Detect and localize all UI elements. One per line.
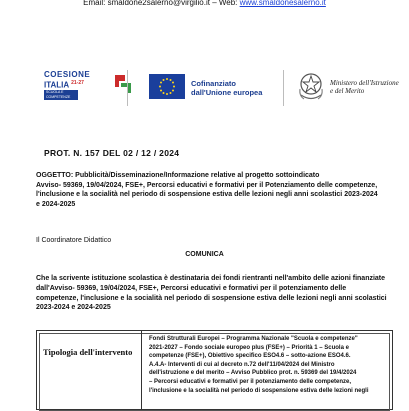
eu-flag-icon bbox=[149, 74, 185, 99]
coesione-tag: SCUOLA E COMPETENZE bbox=[44, 90, 78, 100]
table-line: – Percorsi educativi e formativi per il potenziamento delle competenze, bbox=[149, 378, 352, 385]
table-line: dell'istruzione e del merito – Avviso Pubblico prot. n. 59369 del 19/4/2024 bbox=[149, 370, 357, 377]
table-line: A.4.A- Interventi di cui al decreto n.72 dell'11/04/2024 del Ministro bbox=[149, 361, 335, 368]
table-line: 2021-2027 – Fondo sociale europeo plus (FSE+) – Priorità 1 – Scuola e bbox=[149, 344, 349, 351]
coesione-word: COESIONE bbox=[44, 70, 91, 79]
eu-cofinanziato-text: Cofinanziato dall'Unione europea bbox=[191, 79, 263, 97]
logo-divider bbox=[283, 70, 284, 106]
email-label: Email: smaldone2salerno@virgilio.it – Web: bbox=[83, 0, 240, 7]
oggetto-line: l'inclusione e la socialità nel periodo di sospensione estiva delle lezioni negli anni scolastici 2023-2024 bbox=[36, 191, 378, 198]
table-line: competenze (FSE+), Obiettivo specifico ESO4.6 – sotto-azione ESO4.6. bbox=[149, 353, 351, 360]
italian-republic-emblem-icon bbox=[298, 69, 324, 103]
coesione-italia-logo bbox=[44, 70, 102, 106]
oggetto-line: OGGETTO: Pubblicità/Disseminazione/Informazione relative al progetto sottoindicato bbox=[36, 172, 320, 179]
italia-word: ITALIA $^{21-27}$ bbox=[44, 80, 84, 90]
coordinator-label: Il Coordinatore Didattico bbox=[36, 237, 112, 244]
tipologia-label: Tipologia dell'intervento bbox=[43, 347, 133, 357]
body-paragraph bbox=[36, 274, 391, 313]
oggetto-line: e 2024-2025 bbox=[36, 200, 76, 208]
ministry-text: Ministero dell'Istruzione e del Merito bbox=[330, 79, 399, 95]
coesione-years: 21-27 bbox=[71, 80, 84, 86]
body-line: dall'Avviso- 59369, 19/04/2024, FSE+, Percorsi educativi e formativi per il potenziamento delle bbox=[36, 284, 347, 292]
coesione-arrow-icon bbox=[115, 73, 133, 93]
table-line: Fondi Strutturali Europei – Programma Nazionale "Scuola e competenze" bbox=[149, 336, 358, 342]
body-line: Che la scrivente istituzione scolastica è destinataria dei fondi rientranti nell'ambito delle azioni finanziate bbox=[36, 275, 386, 282]
oggetto-block bbox=[36, 171, 391, 209]
intervention-table bbox=[36, 330, 393, 410]
body-line: 2023-2024 e 2024-2025 bbox=[36, 304, 111, 312]
protocol-number: PROT. N. 157 DEL 02 / 12 / 2024 bbox=[44, 148, 180, 158]
comunica-heading: COMUNICA bbox=[185, 251, 224, 258]
logo-divider bbox=[127, 70, 128, 106]
intervention-description bbox=[149, 335, 389, 395]
website-link[interactable]: www.smaldonesalerno.it bbox=[239, 0, 326, 7]
body-line: competenze, l'inclusione e la socialità nel periodo di sospensione estiva delle lezioni negli anni scolastici bbox=[36, 294, 387, 302]
table-line: l'inclusione e la socialità nel periodo di sospensione estiva delle lezioni negli bbox=[149, 387, 369, 394]
contact-line bbox=[0, 0, 409, 8]
table-column-divider bbox=[141, 331, 142, 409]
oggetto-line: Avviso- 59369, 19/04/2024, FSE+, Percorsi educativi e formativi per il Potenziamento delle competenze, bbox=[36, 181, 378, 189]
